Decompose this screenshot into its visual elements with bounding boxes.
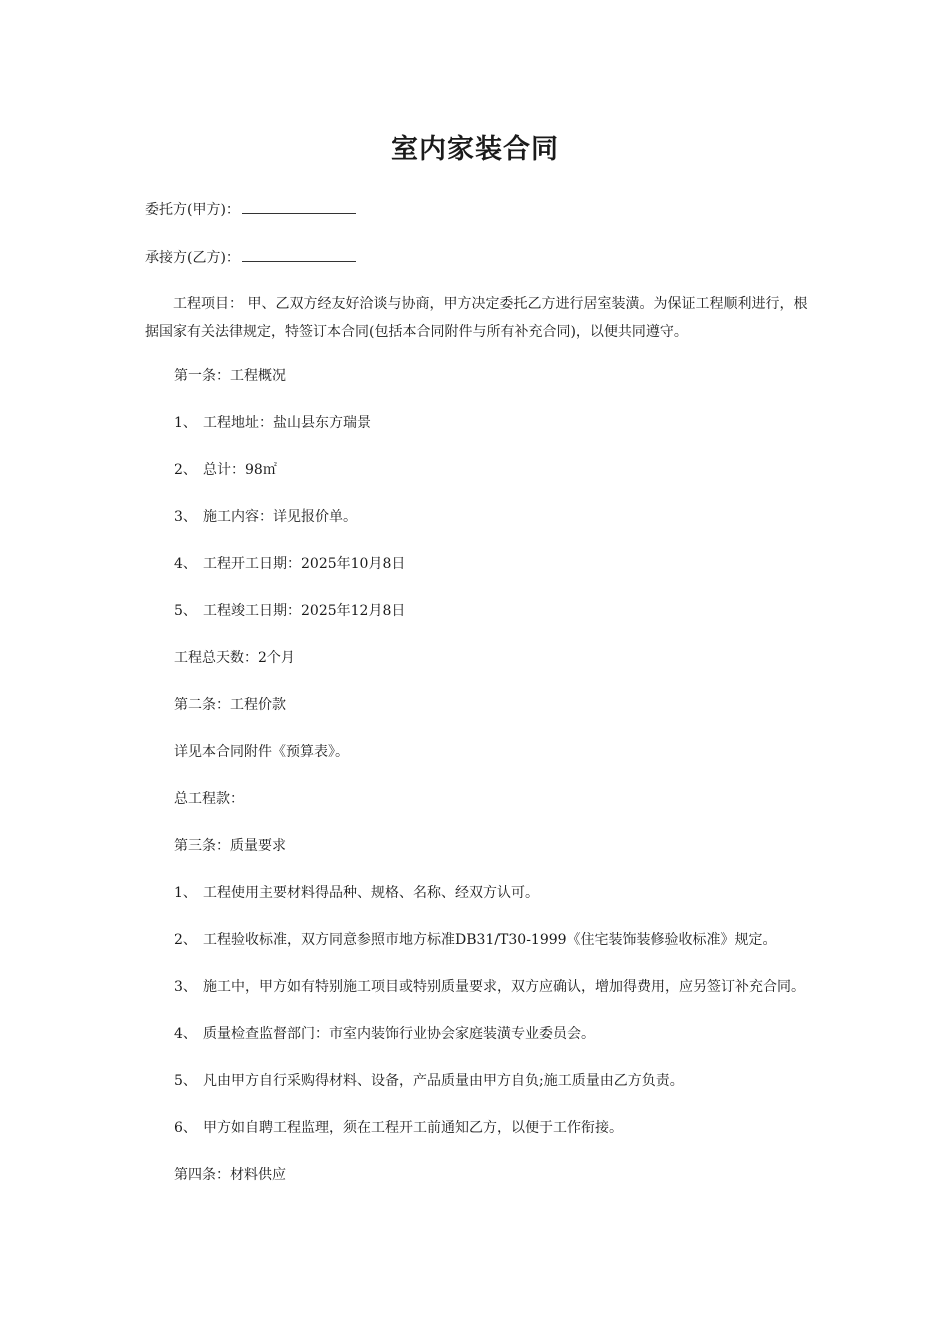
list-item: 4、 质量检查监督部门：市室内装饰行业协会家庭装潢专业委员会。 [174,1026,595,1042]
article2-total: 总工程款： [174,791,244,807]
contractor-blank [242,247,356,262]
list-item: 5、 工程竣工日期：2025年12月8日 [174,603,406,619]
list-item: 4、 工程开工日期：2025年10月8日 [174,556,406,572]
article2-heading: 第二条：工程价款 [174,697,286,713]
contractor-label: 承接方(乙方)： [145,250,240,266]
contractor-line [145,247,356,268]
list-item: 6、 甲方如自聘工程监理，须在工程开工前通知乙方，以便于工作衔接。 [174,1120,623,1136]
document-title: 室内家装合同 [391,134,559,165]
intro-paragraph: 工程项目： 甲、乙双方经友好洽谈与协商，甲方决定委托乙方进行居室装潢。为保证工程顺利进行，根据国家有关法律规定，特签订本合同(包括本合同附件与所有补充合同)，以便共同遵守。 [145,296,808,340]
client-line [145,199,356,220]
list-item: 2、 总计：98㎡ [174,462,277,478]
article1-heading: 第一条：工程概况 [174,368,286,384]
total-days: 工程总天数：2个月 [174,650,295,666]
list-item: 1、 工程地址：盐山县东方瑞景 [174,415,371,431]
article4-heading: 第四条：材料供应 [174,1167,286,1183]
list-item: 2、 工程验收标准，双方同意参照市地方标准DB31/T30-1999《住宅装饰装修验收标准》规定。 [174,932,777,948]
list-item: 5、 凡由甲方自行采购得材料、设备，产品质量由甲方自负;施工质量由乙方负责。 [174,1073,684,1089]
article3-heading: 第三条：质量要求 [174,838,286,854]
client-label: 委托方(甲方)： [145,202,240,218]
list-item: 3、 施工中，甲方如有特别施工项目或特别质量要求，双方应确认，增加得费用，应另签订补充合同。 [174,979,805,995]
list-item: 1、 工程使用主要材料得品种、规格、名称、经双方认可。 [174,885,539,901]
client-blank [242,199,356,214]
list-item: 3、 施工内容：详见报价单。 [174,509,357,525]
article2-detail: 详见本合同附件《预算表》。 [174,744,349,760]
